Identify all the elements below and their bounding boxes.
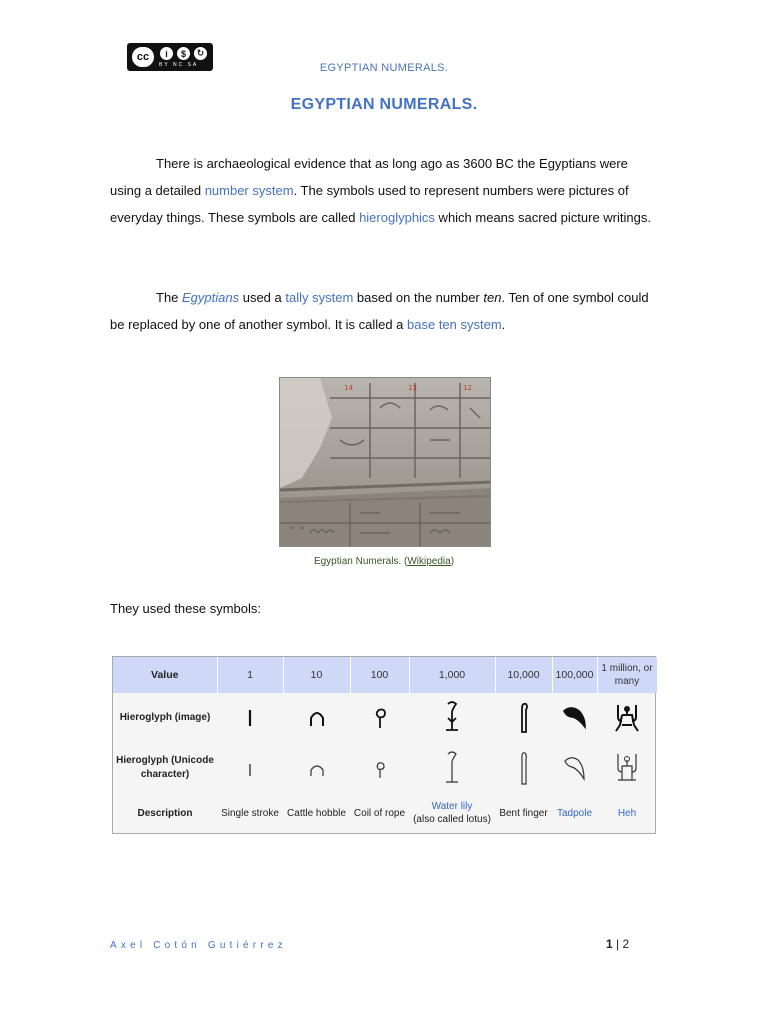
value-cell: 100,000	[552, 657, 597, 693]
water-lily-link[interactable]	[409, 793, 495, 833]
glyph-unicode-row	[113, 743, 657, 793]
tally-system-link[interactable]: tally system	[285, 290, 354, 305]
stroke-glyph-icon	[240, 706, 260, 730]
attribution-icon: i	[159, 46, 174, 61]
license-badge-text: BY NC SA	[159, 62, 199, 68]
value-cell: 10,000	[495, 657, 552, 693]
description-row	[113, 793, 657, 833]
rope-coil-unicode-icon	[370, 756, 390, 780]
water-lily-link-text[interactable]: Water lily	[431, 801, 473, 812]
description-cell: Cattle hobble	[287, 807, 346, 819]
glyph-image-row	[113, 693, 657, 743]
value-cell: 1,000	[409, 657, 495, 693]
finger-unicode-icon	[514, 748, 534, 788]
description-header: Description	[137, 807, 193, 819]
tadpole-link[interactable]: Tadpole	[556, 807, 593, 819]
value-cell: 100	[350, 657, 409, 693]
glyph-unicode-header: Hieroglyph (Unicode character)	[116, 755, 214, 780]
description-cell: Bent finger	[499, 807, 548, 819]
stroke-unicode-icon	[240, 756, 260, 780]
tadpole-unicode-icon	[561, 751, 589, 785]
intro-paragraph: There is archaeological evidence that as long ago as 3600 BC the Egyptians were using a detailed number system. The symbols used to represent numbers were pictures of everyday things. These symbols are called hieroglyphics which means sacred picture writings.	[110, 156, 651, 225]
svg-text:14: 14	[344, 384, 353, 392]
description-cell: Single stroke	[221, 807, 279, 819]
heh-glyph-icon	[612, 701, 642, 735]
finger-glyph-icon	[514, 700, 534, 736]
hieroglyph-table	[112, 656, 656, 834]
rope-coil-glyph-icon	[370, 706, 390, 730]
lotus-glyph-icon	[440, 700, 464, 736]
cc-icon: cc	[130, 45, 156, 69]
base-ten-system-link[interactable]: base ten system	[407, 317, 502, 332]
tally-paragraph: The Egyptians used a tally system based on the number ten. Ten of one symbol could be replaced by one of another symbol. It is called a base ten system.	[110, 290, 649, 332]
lotus-unicode-icon	[440, 748, 464, 788]
page-title: EGYPTIAN NUMERALS.	[290, 96, 478, 113]
value-header: Value	[113, 657, 217, 693]
noncommercial-icon: $	[176, 46, 191, 61]
sharealike-icon: ↻	[193, 46, 208, 61]
value-cell: 1 million, or many	[597, 657, 657, 693]
svg-text:13: 13	[408, 384, 417, 392]
carving-illustration	[280, 378, 491, 547]
stone-carving-photo	[279, 377, 491, 547]
hieroglyphics-link[interactable]: hieroglyphics	[359, 210, 435, 225]
number-system-link[interactable]: number system	[204, 183, 294, 198]
symbols-intro: They used these symbols:	[110, 601, 262, 616]
hobble-unicode-icon	[307, 756, 327, 780]
value-row	[113, 657, 657, 693]
footer-author: Axel Cotón Gutiérrez	[110, 940, 287, 951]
hobble-glyph-icon	[307, 706, 327, 730]
egyptians-link[interactable]: Egyptians	[182, 290, 240, 305]
wikipedia-link[interactable]: Wikipedia	[407, 556, 451, 567]
running-header: EGYPTIAN NUMERALS.	[319, 62, 449, 74]
figure-caption: Egyptian Numerals. (Wikipedia)	[313, 556, 455, 567]
svg-text:12: 12	[463, 384, 472, 392]
heh-link[interactable]: Heh	[617, 807, 637, 819]
glyph-image-header: Hieroglyph (image)	[119, 712, 211, 723]
heh-unicode-icon	[612, 750, 642, 786]
description-cell: Coil of rope	[353, 807, 406, 819]
tadpole-glyph-icon	[561, 703, 589, 733]
value-cell: 1	[217, 657, 283, 693]
page-number: 1 | 2	[606, 937, 630, 951]
water-lily-note: (also called lotus)	[413, 814, 491, 825]
value-cell: 10	[283, 657, 350, 693]
